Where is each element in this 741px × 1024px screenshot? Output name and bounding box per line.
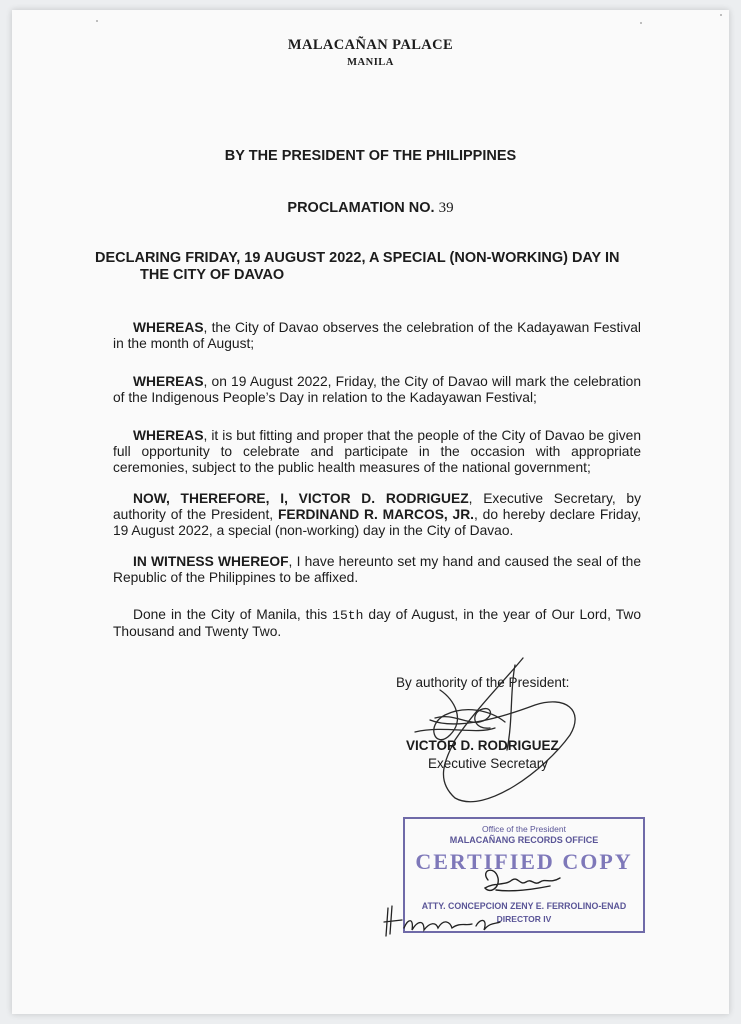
issuer-heading: BY THE PRESIDENT OF THE PHILIPPINES [224, 148, 517, 164]
whereas-text: , the City of Davao observes the celebration of the Kadayawan Festival in the month of August; [113, 320, 641, 351]
speck [640, 22, 642, 24]
authority-line: By authority of the President: [396, 675, 570, 690]
signature-scribble [395, 650, 595, 810]
signer-title: Executive Secretary [428, 756, 549, 771]
whereas-text: , it is but fitting and proper that the people of the City of Davao be given full opportunity to celebrate and participate in the occasion with appropriate ceremonies, subject to the public health measures of the national government; [113, 428, 641, 475]
subject-line-1: DECLARING FRIDAY, 19 AUGUST 2022, A SPECIAL (NON-WORKING) DAY IN [95, 250, 620, 266]
now-therefore-text-1: , Executive Secretary, by authority of the President, [113, 491, 641, 522]
speck [720, 14, 722, 16]
now-therefore-text-2: , do hereby declare Friday, 19 August 2022, a special (non-working) day in the City of Davao. [113, 507, 641, 538]
stamp-signature-scribble [470, 860, 570, 900]
proclamation-label: PROCLAMATION NO. [287, 200, 435, 216]
done-text-1: Done in the City of Manila, this [133, 607, 333, 622]
header-location: MANILA [347, 57, 394, 68]
signer-name: VICTOR D. RODRIGUEZ [406, 738, 559, 753]
proclamation-subject [95, 250, 655, 284]
whereas-paragraph-3 [113, 428, 641, 476]
whereas-lead: WHEREAS [133, 428, 204, 443]
done-text-2: day of August, in the year of Our Lord, Two Thousand and Twenty Two. [113, 607, 642, 639]
president-name: FERDINAND R. MARCOS, JR. [277, 507, 475, 522]
proclamation-heading [0, 200, 741, 217]
witness-lead: IN WITNESS WHEREOF [133, 554, 289, 569]
initials-date-scribble [380, 900, 510, 940]
witness-paragraph [113, 554, 641, 586]
stamp-office: Office of the President [482, 824, 566, 834]
subject-line-2: THE CITY OF DAVAO [140, 267, 285, 283]
header-title: MALACAÑAN PALACE [287, 37, 454, 53]
stamp-certified-copy: CERTIFIED COPY [415, 849, 633, 874]
stamp-records-office: MALACAÑANG RECORDS OFFICE [449, 835, 599, 845]
now-therefore-paragraph [113, 491, 641, 539]
done-day: 15th [332, 608, 364, 623]
stamp-officer-role: DIRECTOR IV [496, 914, 552, 924]
proclamation-number: 39 [438, 200, 454, 216]
whereas-lead: WHEREAS [133, 374, 204, 389]
whereas-paragraph-2 [113, 374, 641, 406]
whereas-lead: WHEREAS [133, 320, 204, 335]
done-paragraph [113, 607, 641, 640]
whereas-text: , on 19 August 2022, Friday, the City of Davao will mark the celebration of the Indigenous People’s Day in relation to the Kadayawan Festival; [113, 374, 641, 405]
whereas-paragraph-1 [113, 320, 641, 352]
witness-text: , I have hereunto set my hand and caused the seal of the Republic of the Philippines to be affixed. [113, 554, 641, 585]
stamp-officer-name: ATTY. CONCEPCION ZENY E. FERROLINO-ENAD [421, 901, 627, 911]
speck [96, 20, 98, 22]
now-therefore-lead: NOW, THEREFORE, I, VICTOR D. RODRIGUEZ [133, 491, 469, 506]
